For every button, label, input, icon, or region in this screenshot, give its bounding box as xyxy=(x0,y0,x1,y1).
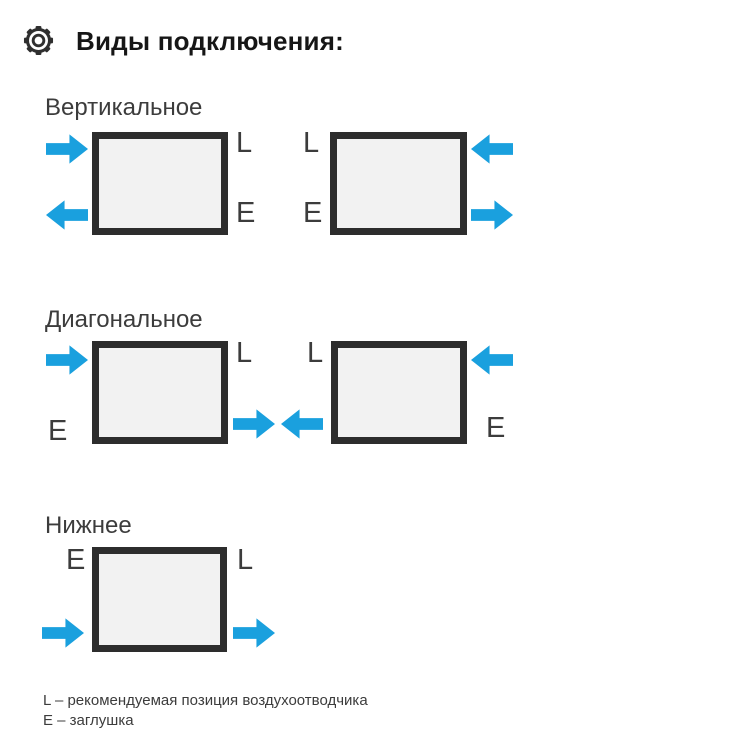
inlet-arrow-icon xyxy=(471,134,513,164)
plug-label: E xyxy=(236,197,256,229)
inlet-arrow-icon xyxy=(46,134,88,164)
inlet-arrow-icon xyxy=(42,618,84,648)
gear-icon xyxy=(23,25,54,56)
radiator-body xyxy=(92,132,228,235)
outlet-arrow-icon xyxy=(46,200,88,230)
section-label-bottom: Нижнее xyxy=(45,512,132,539)
plug-label: E xyxy=(48,415,68,447)
radiator-body xyxy=(92,547,227,652)
air-vent-label: L xyxy=(237,544,254,576)
outlet-arrow-icon xyxy=(233,618,275,648)
outlet-arrow-icon xyxy=(233,409,275,439)
air-vent-label: L xyxy=(303,127,320,159)
radiator-body xyxy=(330,132,467,235)
radiator-body xyxy=(92,341,228,444)
plug-label: E xyxy=(303,197,323,229)
outlet-arrow-icon xyxy=(471,200,513,230)
section-label-vertical: Вертикальное xyxy=(45,94,203,121)
outlet-arrow-icon xyxy=(281,409,323,439)
plug-label: E xyxy=(486,412,506,444)
page-title: Виды подключения: xyxy=(76,26,344,56)
legend-line-air-vent: L – рекомендуемая позиция воздухоотводчика xyxy=(43,692,368,709)
plug-label: E xyxy=(66,544,86,576)
section-label-diagonal: Диагональное xyxy=(45,306,203,333)
legend-line-plug: E – заглушка xyxy=(43,712,134,729)
air-vent-label: L xyxy=(307,337,324,369)
inlet-arrow-icon xyxy=(46,345,88,375)
radiator-body xyxy=(331,341,467,444)
inlet-arrow-icon xyxy=(471,345,513,375)
air-vent-label: L xyxy=(236,127,253,159)
air-vent-label: L xyxy=(236,337,253,369)
